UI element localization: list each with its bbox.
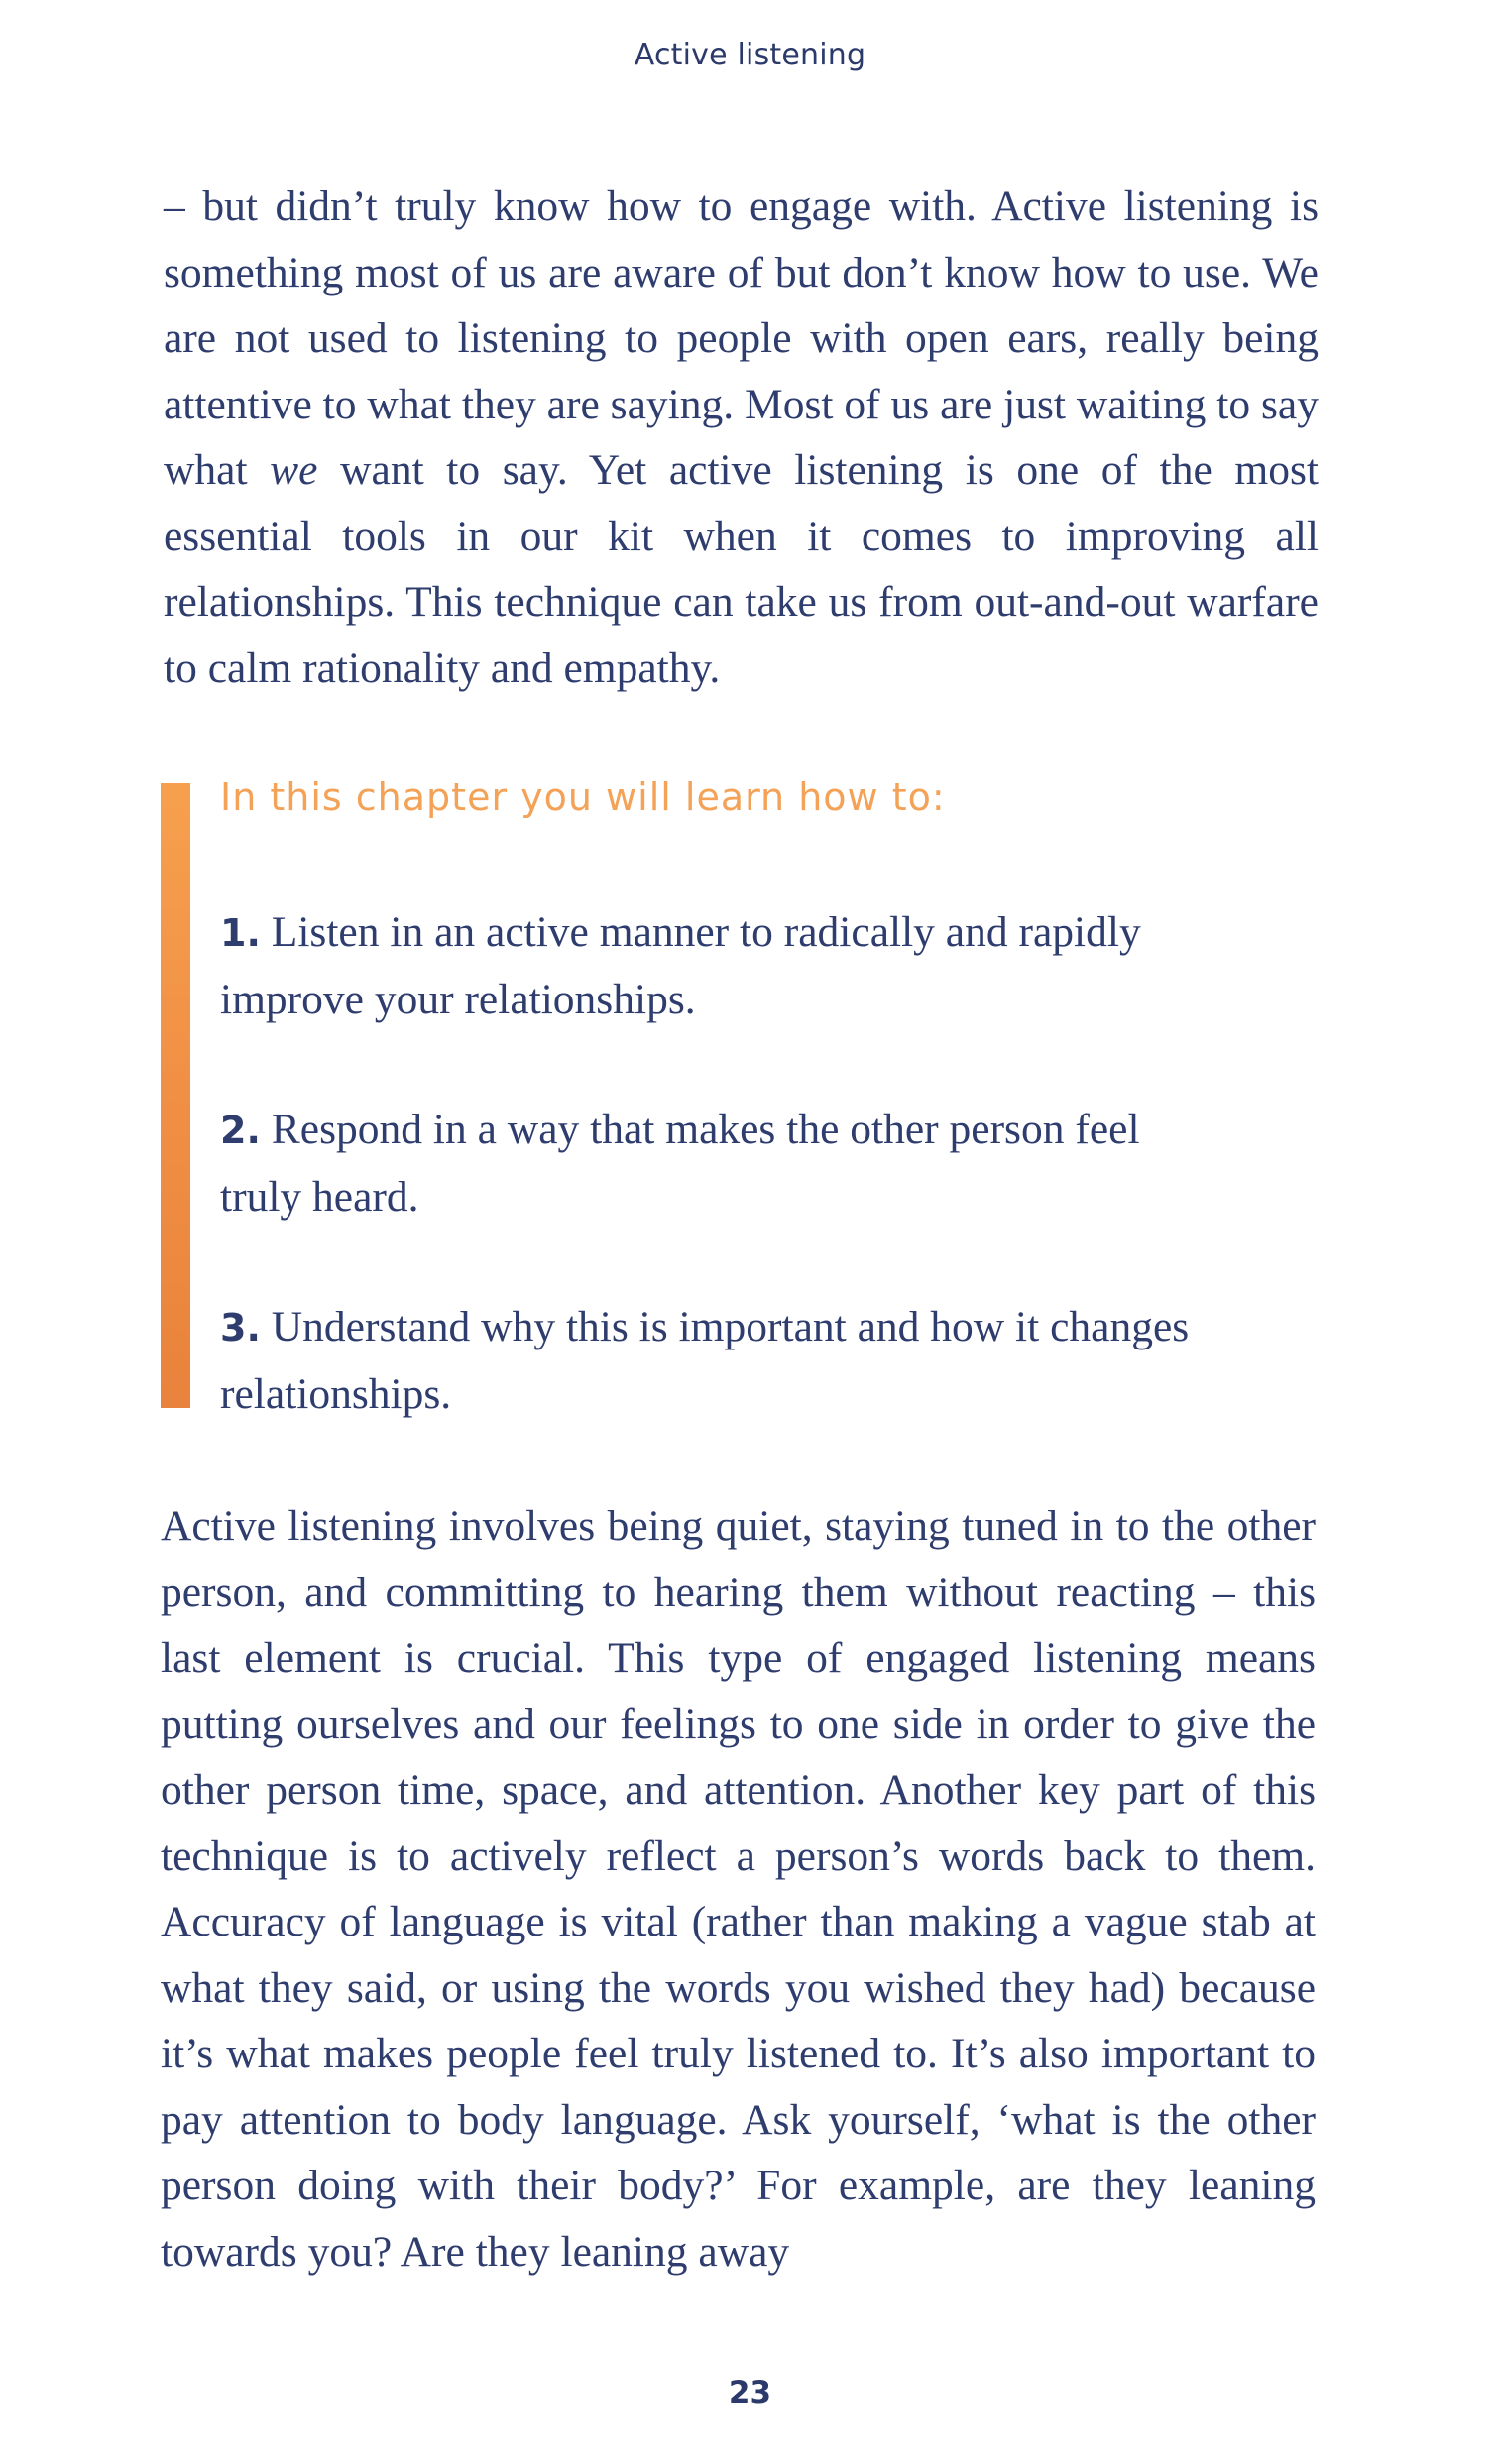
- body-paragraph: Active listening involves being quiet, staying tuned in to the other person, and committing to hearing them without reacting – this last element is crucial. This type of engaged listening means putting ourselves and our feelings to one side in order to give the other person time, space, and attention. Another key part of this technique is to actively reflect a person’s words back to them. Accuracy of language is vital (rather than making a vague stab at what they said, or using the words you wished they had) because it’s what makes people feel truly listened to. It’s also important to pay attention to body language. Ask yourself, ‘what is the other person doing with their body?’ For example, are they leaning towards you? Are they leaning away: [161, 1502, 1316, 2276]
- objective-item: [220, 1294, 1231, 1427]
- callout-accent-bar: [161, 783, 190, 1408]
- objective-text: Understand why this is important and how it changes relationships.: [220, 1303, 1190, 1418]
- objective-number: 2.: [220, 1109, 261, 1152]
- objective-number: 3.: [220, 1306, 261, 1349]
- callout-title: In this chapter you will learn how to:: [220, 775, 946, 819]
- running-header: Active listening: [634, 38, 866, 72]
- objective-item: [220, 899, 1231, 1032]
- intro-paragraph: [164, 174, 1319, 701]
- objective-item: [220, 1097, 1231, 1230]
- intro-text-end: want to say. Yet active listening is one of the most essential tools in our kit when it comes to improving all relationships. This technique can take us from out-and-out warfare to calm rationality and empathy.: [164, 446, 1319, 692]
- objective-text: Listen in an active manner to radically and rapidly improve your relationships.: [220, 908, 1141, 1023]
- intro-text-start: – but didn’t truly know how to engage with. Active listening is something most of us are aware of but don’t know how to use. We are not used to listening to people with open ears, really being attentive to what they are saying. Most of us are just waiting to say what: [164, 182, 1319, 494]
- objective-number: 1.: [220, 911, 261, 955]
- page-number: 23: [728, 2375, 772, 2410]
- intro-emphasis: we: [270, 446, 318, 494]
- objective-text: Respond in a way that makes the other person feel truly heard.: [220, 1106, 1140, 1221]
